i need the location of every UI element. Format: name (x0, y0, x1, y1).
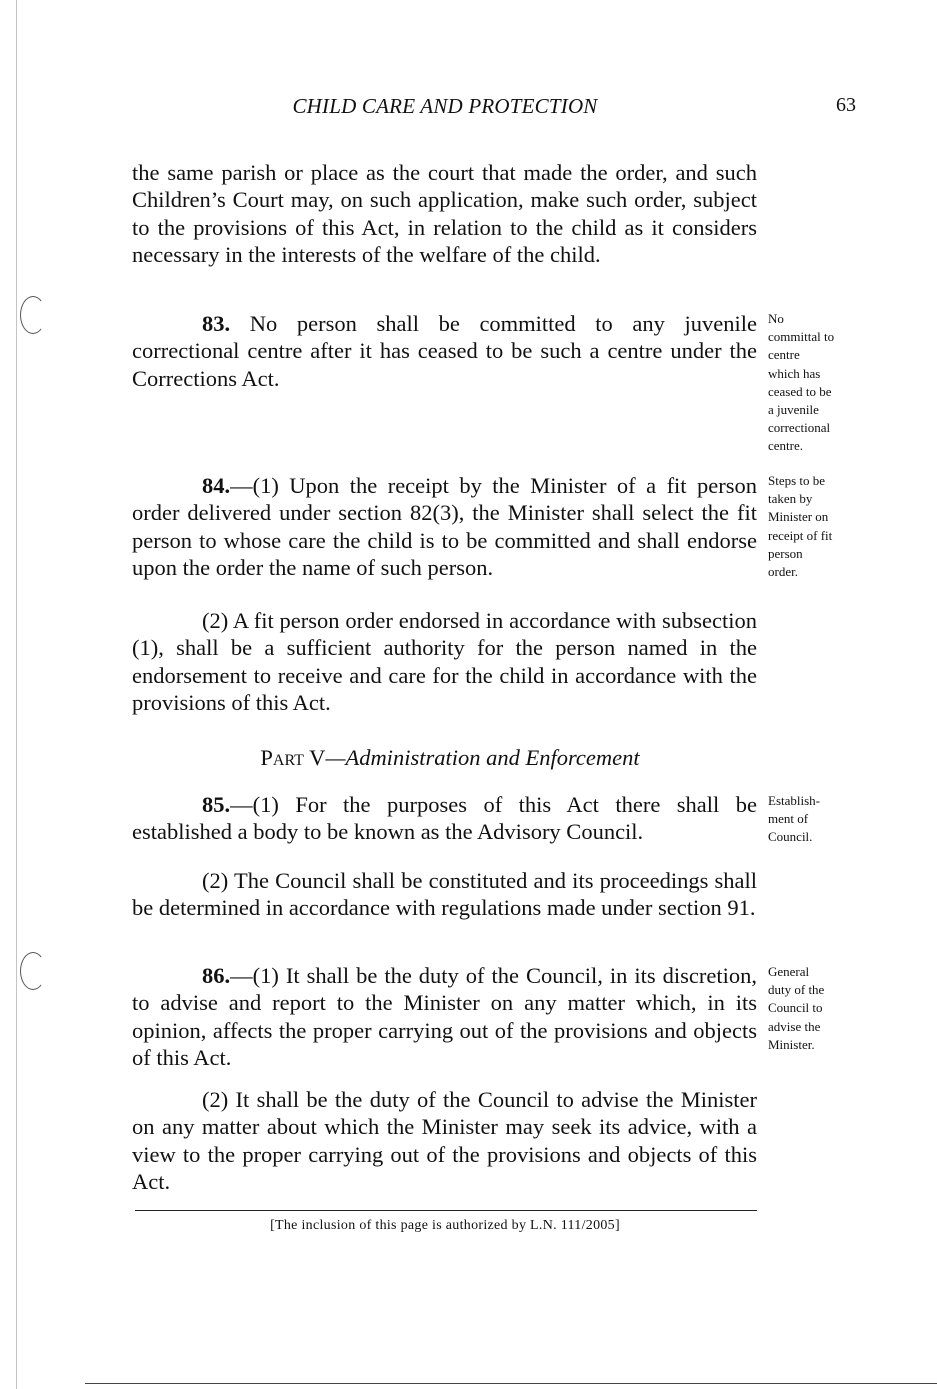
section-86-2: (2) It shall be the duty of the Council to advise the Minister on any matter about which the Minister may seek its advice, with a view to the proper carrying out of the provisions and objects of this Act. (132, 1087, 757, 1195)
margin-note-line: receipt of fit (768, 527, 833, 543)
margin-note-83 (768, 310, 863, 456)
section-85-2: (2) The Council shall be constituted and its proceedings shall be determined in accordance with regulations made under section 91. (132, 868, 757, 921)
margin-note-line: ment of (768, 811, 809, 827)
page-number: 63 (836, 94, 856, 116)
margin-note-line: No (768, 311, 784, 326)
margin-note-line: which has (768, 365, 821, 381)
scan-edge-line (16, 0, 17, 1389)
margin-note-line: Council. (768, 829, 813, 845)
margin-note-line: centre. (768, 438, 804, 454)
section-number: 83. (202, 311, 231, 336)
margin-note-86 (768, 963, 863, 1054)
part-title: —Administration and Enforcement (325, 745, 640, 770)
margin-note-line: Council to (768, 1000, 823, 1016)
section-number: 85. (202, 792, 231, 817)
part-heading (0, 745, 900, 771)
section-text: —(1) It shall be the duty of the Council, in its discretion, to advise and report to the Minister on any matter which, in its opinion, affects the proper carrying out of the provisions and objects of this Act. (132, 963, 757, 1071)
running-header-title: CHILD CARE AND PROTECTION (292, 94, 598, 118)
section-84-2: (2) A fit person order endorsed in accordance with subsection (1), shall be a sufficient authority for the person named in the endorsement to receive and care for the child in accordance with the provisions of this Act. (132, 608, 757, 716)
margin-note-line: Minister on (768, 509, 829, 525)
section-84-1 (132, 472, 757, 582)
continued-paragraph: the same parish or place as the court that made the order, and such Children’s Court may, on such application, make such order, subject to the provisions of this Act, in relation to the child as it considers necessary in the interests of the welfare of the child. (132, 160, 757, 268)
margin-note-line: advise the (768, 1018, 821, 1034)
margin-note-line: Minister. (768, 1036, 815, 1052)
section-86-1 (132, 962, 757, 1072)
margin-note-line: duty of the (768, 982, 825, 998)
scan-bottom-line (85, 1383, 937, 1384)
margin-note-line: correctional (768, 420, 831, 436)
margin-note-line: Steps to be (768, 473, 826, 488)
binder-hole-mark (20, 952, 46, 990)
margin-note-line: person (768, 545, 803, 561)
section-83 (132, 310, 757, 392)
margin-note-line: ceased to be (768, 383, 832, 399)
margin-note-line: centre (768, 347, 800, 363)
section-text: —(1) Upon the receipt by the Minister of a fit person order delivered under section 82(3), the Minister shall select the fit person to whose care the child is to be committed and shall endorse upon the order the name of such person. (132, 473, 757, 581)
margin-note-line: taken by (768, 491, 813, 507)
section-text: No person shall be committed to any juvenile correctional centre after it has ceased to be such a centre under the Corrections Act. (132, 311, 757, 391)
margin-note-line: order. (768, 564, 798, 580)
section-85-1 (132, 791, 757, 846)
margin-note-line: committal to (768, 329, 835, 345)
footer-rule (135, 1210, 757, 1211)
margin-note-85 (768, 792, 863, 847)
margin-note-line: a juvenile (768, 402, 819, 418)
margin-note-line: General (768, 964, 810, 979)
margin-note-84 (768, 472, 863, 581)
section-number: 84. (202, 473, 231, 498)
section-text: —(1) For the purposes of this Act there shall be established a body to be known as the Advisory Council. (132, 792, 757, 845)
section-number: 86. (202, 963, 231, 988)
margin-note-line: Establish- (768, 793, 820, 808)
footer-authorization-note: [The inclusion of this page is authorized by L.N. 111/2005] (270, 1218, 620, 1233)
part-label: Part V (260, 745, 326, 770)
binder-hole-mark (20, 296, 46, 334)
